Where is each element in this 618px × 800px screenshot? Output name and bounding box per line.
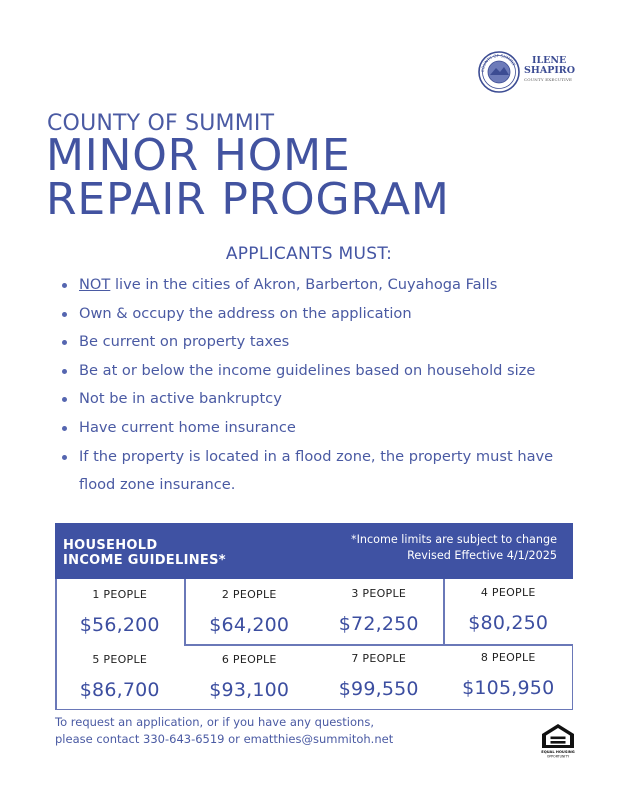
income-limit: $86,700	[79, 679, 160, 701]
income-limit: $93,100	[209, 679, 290, 701]
table-heading-line-2: INCOME GUIDELINES*	[63, 553, 226, 568]
table-header	[55, 523, 573, 579]
table-cell	[185, 579, 315, 636]
list-item: Not be in active bankruptcy	[60, 389, 580, 409]
list-item: Be current on property taxes	[60, 332, 580, 352]
title-line-2: REPAIR PROGRAM	[46, 174, 450, 225]
list-item: Be at or below the income guidelines based on household size	[60, 361, 580, 381]
requirements-list	[60, 275, 580, 508]
requirement-text: If the property is located in a flood zone, the property must have	[79, 448, 554, 465]
household-size: 3 PEOPLE	[351, 587, 407, 600]
table-heading-line-1: HOUSEHOLD	[63, 538, 158, 553]
requirement-text: live in the cities of Akron, Barberton, Cuyahoga Falls	[110, 276, 498, 293]
eho-text-line-2: OPPORTUNITY	[546, 754, 570, 759]
contact-info	[55, 714, 475, 748]
table-cell	[444, 579, 574, 634]
income-note	[351, 532, 557, 564]
household-size: 6 PEOPLE	[221, 653, 277, 666]
list-item	[60, 275, 580, 295]
applicants-heading: APPLICANTS MUST:	[225, 244, 393, 264]
contact-line-2: please contact 330-643-6519 or ematthies@summitoh.net	[55, 732, 394, 746]
income-limit: $80,250	[468, 612, 549, 634]
list-item: Have current home insurance	[60, 418, 580, 438]
page-title	[46, 130, 606, 225]
income-guidelines-table	[55, 523, 573, 710]
table-cell	[444, 645, 574, 699]
income-limit: $105,950	[462, 677, 555, 699]
household-size: 7 PEOPLE	[351, 652, 407, 665]
executive-title: COUNTY EXECUTIVE	[524, 77, 573, 82]
equal-housing-icon	[538, 722, 578, 760]
requirement-text: flood zone insurance.	[79, 476, 236, 493]
table-heading	[63, 538, 226, 568]
list-item: Own & occupy the address on the application	[60, 304, 580, 324]
table-cell	[185, 645, 315, 701]
household-size: 1 PEOPLE	[92, 588, 148, 601]
county-seal-logo	[478, 51, 520, 93]
income-limit: $72,250	[338, 613, 419, 635]
household-size: 2 PEOPLE	[221, 588, 277, 601]
income-grid	[55, 579, 573, 710]
income-limit: $64,200	[209, 614, 290, 636]
county-heading: COUNTY OF SUMMIT	[47, 111, 275, 136]
executive-first-name: ILENE	[532, 55, 567, 66]
executive-name	[524, 56, 594, 76]
list-item	[60, 443, 580, 499]
table-cell	[314, 645, 444, 700]
table-cell	[55, 645, 185, 701]
household-size: 8 PEOPLE	[480, 651, 536, 664]
eho-text-line-1: EQUAL HOUSING	[541, 750, 575, 754]
income-limit: $56,200	[79, 614, 160, 636]
executive-last-name: SHAPIRO	[524, 65, 575, 76]
household-size: 5 PEOPLE	[92, 653, 148, 666]
seal-text: COUNTY OF SUMMIT	[479, 52, 517, 73]
income-note-line-1: *Income limits are subject to change	[350, 533, 557, 546]
divider	[55, 709, 573, 711]
contact-line-1: To request an application, or if you have any questions,	[55, 715, 374, 729]
requirement-emphasis: NOT	[79, 276, 111, 293]
table-cell	[314, 579, 444, 635]
title-line-1: MINOR HOME	[46, 130, 351, 181]
income-limit: $99,550	[338, 678, 419, 700]
revised-date: Revised Effective 4/1/2025	[407, 549, 557, 562]
table-cell	[55, 579, 185, 636]
household-size: 4 PEOPLE	[480, 586, 536, 599]
